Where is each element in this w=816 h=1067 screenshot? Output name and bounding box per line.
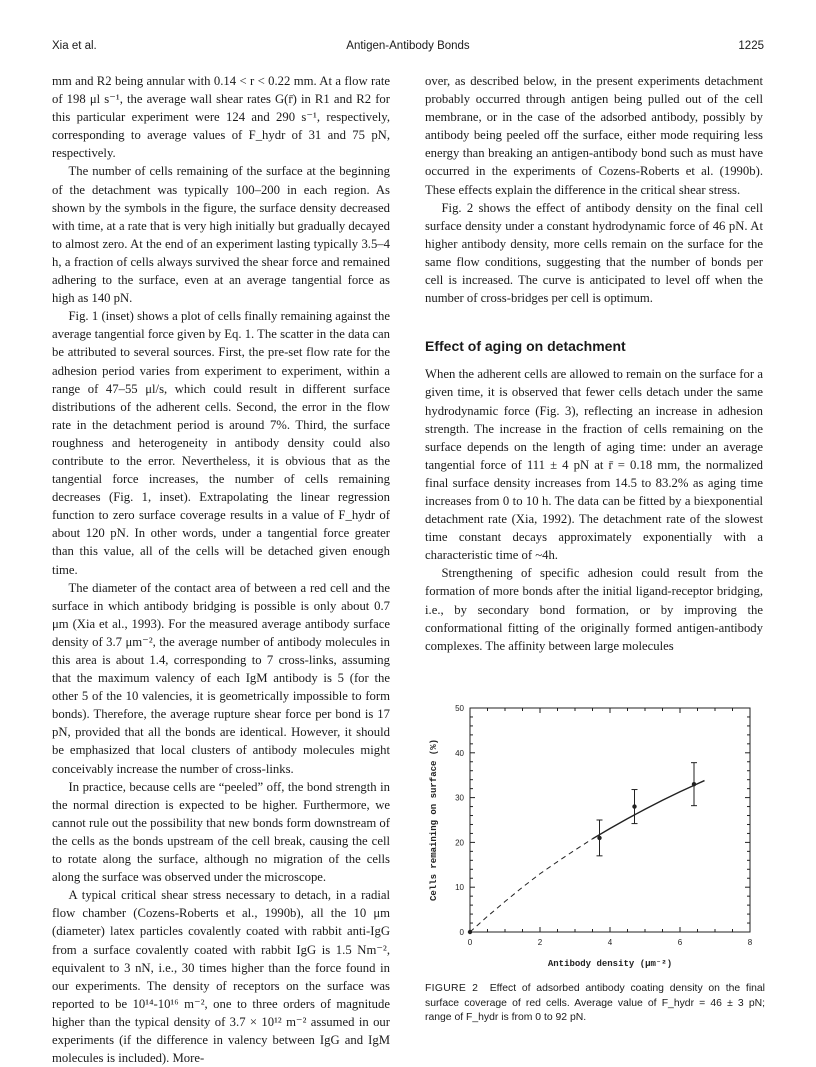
figure-caption (425, 982, 765, 1026)
paragraph: mm and R2 being annular with 0.14 < r < 0.22 mm. At a flow rate of 198 μl s⁻¹, the average wall shear rates G(r̄) in R1 and R2 for this particular experiment were 124 and 290 s⁻¹, respectively, corresponding to average values of F_hydr of 31 and 75 pN, respectively. (52, 74, 390, 161)
paragraph: The diameter of the contact area of between a red cell and the surface in which antibody bridging is possible is only about 0.7 μm (Xia et al., 1993). For the measured average antibody surface density of 3.7 μm⁻², the average number of antibody molecules in this area is about 1.4, corresponding to 7 cross-links, assuming that the maximum valency of each IgM antibody is 5 (for the other 5 of the 10 valencies, it is geometrically impossible to form bonds). Therefore, the average rupture shear force per bond is 17 pN, provided that all the bonds are identical. However, it should be emphasized that local clusters of antibody molecules might conceivably increase the number of cross-links. (52, 580, 390, 776)
figure-2 (410, 700, 770, 1020)
y-tick-label: 20 (455, 838, 464, 848)
paragraph: Strengthening of specific adhesion could result from the formation of more bonds after the initial ligand-receptor bridging, i.e., by secondary bond formation, or by improving the conformational fitting of the originally formed antigen-antibody complexes. The affinity between large molecules (425, 566, 763, 653)
paragraph: The number of cells remaining of the surface at the beginning of the detachment was typically 100–200 in each region. As shown by the symbols in the figure, the surface density decreased with time, at a rate that is very high initially but gradually decayed to almost zero. At the end of an experiment lasting typically 3.5–4 h, a fraction of cells always survived the shear force and remained adhering to the surface, even at an average tangential force as high as 140 pN. (52, 164, 390, 306)
right-column (425, 72, 763, 655)
fit-line-solid (593, 781, 705, 839)
plot-frame (470, 708, 750, 932)
chart (410, 700, 770, 990)
section-heading: Effect of aging on detachment (425, 338, 626, 355)
y-tick-label: 40 (455, 748, 464, 758)
header-title: Antigen-Antibody Bonds (346, 40, 470, 52)
data-point (468, 930, 472, 934)
caption-label: FIGURE 2 (425, 983, 479, 994)
y-tick-label: 50 (455, 704, 464, 713)
x-axis-title: Antibody density (μm⁻²) (547, 959, 673, 969)
paragraph: Fig. 2 shows the effect of antibody density on the final cell surface density under a constant hydrodynamic force of 46 pN. At higher antibody density, more cells remain on the surface for the same flow conditions, suggesting that the number of bonds per cell is increased. The curve is anticipated to level off when the number of cross-bridges per cell is optimum. (425, 200, 763, 306)
y-tick-label: 10 (455, 883, 464, 893)
y-axis-title: Cells remaining on surface (%) (429, 738, 439, 902)
x-tick-label: 8 (747, 938, 753, 947)
running-header (52, 40, 764, 58)
y-tick-label: 30 (455, 793, 464, 803)
y-tick-label: 0 (459, 928, 464, 937)
x-tick-label: 2 (537, 938, 543, 947)
x-tick-label: 6 (677, 938, 683, 947)
x-tick-label: 0 (467, 938, 473, 947)
data-point (597, 836, 601, 840)
paragraph: over, as described below, in the present experiments detachment probably occurred through antigen being pulled out of the cell membrane, or in the case of the adsorbed antibody, possibly by antibody being peeled off the surface, either mode requiring less energy than breaking an antigen-antibody bond such as must have occurred in the experiments of Cozens-Roberts et al. (1990b). These effects explain the difference in the critical shear stress. (425, 74, 763, 197)
header-authors: Xia et al. (52, 40, 97, 52)
caption-text: Effect of adsorbed antibody coating density on the final surface coverage of red cells. Average value of F_hydr = 46 ± 3 pN; range of F_hydr is from 0 to 92 pN. (425, 983, 765, 1023)
paragraph: When the adherent cells are allowed to remain on the surface for a given time, it is observed that fewer cells detach under the same hydrodynamic force (Fig. 3), reflecting an increase in adhesion strength. The increase in the fraction of cells remaining on the surface depends on the length of aging time: under an average tangential force of 111 ± 4 pN at r̄ = 0.18 mm, the normalized final surface density increases from 14.5 to 83.2% as aging time increases from 0 to 10 h. The data can be fitted by a biexponential detachment rate (Xia, 1992). The detachment rate of the slowest time constant decays approximately exponentially with a characteristic time of ~4h. (425, 367, 763, 563)
page-number: 1225 (738, 40, 764, 52)
data-point (632, 804, 636, 808)
paragraph: Fig. 1 (inset) shows a plot of cells finally remaining against the average tangential force given by Eq. 1. The scatter in the data can be attributed to several sources. First, the pre-set flow rate for the adhesion period varies from experiment to experiment, within a range of 47–55 μl/s, which could result in different surface distributions of the adherent cells. Second, the error in the flow rate in the detachment period is around 7%. Third, the surface roughness and heterogeneity in antibody density could also contribute to the error. Nevertheless, it is obvious that as the tangential force increases, the number of cells remaining decreases (Fig. 1, inset). Extrapolating the linear regression function to zero surface coverage results in a value of F_hydr of about 120 pN. In other words, under a tangential force greater than this value, all of the cells will be detached given enough time. (52, 309, 390, 577)
data-point (692, 782, 696, 786)
paragraph: A typical critical shear stress necessary to detach, in a radial flow chamber (Cozens-Roberts et al., 1990b), all the 10 μm (diameter) latex particles covalently coated with rabbit anti-IgG from a surface covalently coated with rabbit IgG is 1.5 Nm⁻², equivalent to 3 nN, i.e., 30 times higher than the force found in our experiments. The density of receptors on the surface was reported to be 10¹⁴-10¹⁶ m⁻², one to three orders of magnitude higher than the typical density of 3.7 × 10¹² m⁻² assumed in our experiments (if the difference in valency between IgG and IgM molecules is included). More- (52, 888, 390, 1066)
left-column (52, 72, 390, 1067)
paragraph: In practice, because cells are “peeled” off, the bond strength in the normal direction is expected to be higher. Furthermore, we cannot rule out the possibility that new bonds form downstream of the cells as the bonds upstream of the cell break, causing the cell to rotate along the surface, although no migration of the cells along the surface was observed under the microscope. (52, 779, 390, 885)
x-tick-label: 4 (607, 938, 613, 947)
fit-line-dashed (470, 839, 593, 932)
